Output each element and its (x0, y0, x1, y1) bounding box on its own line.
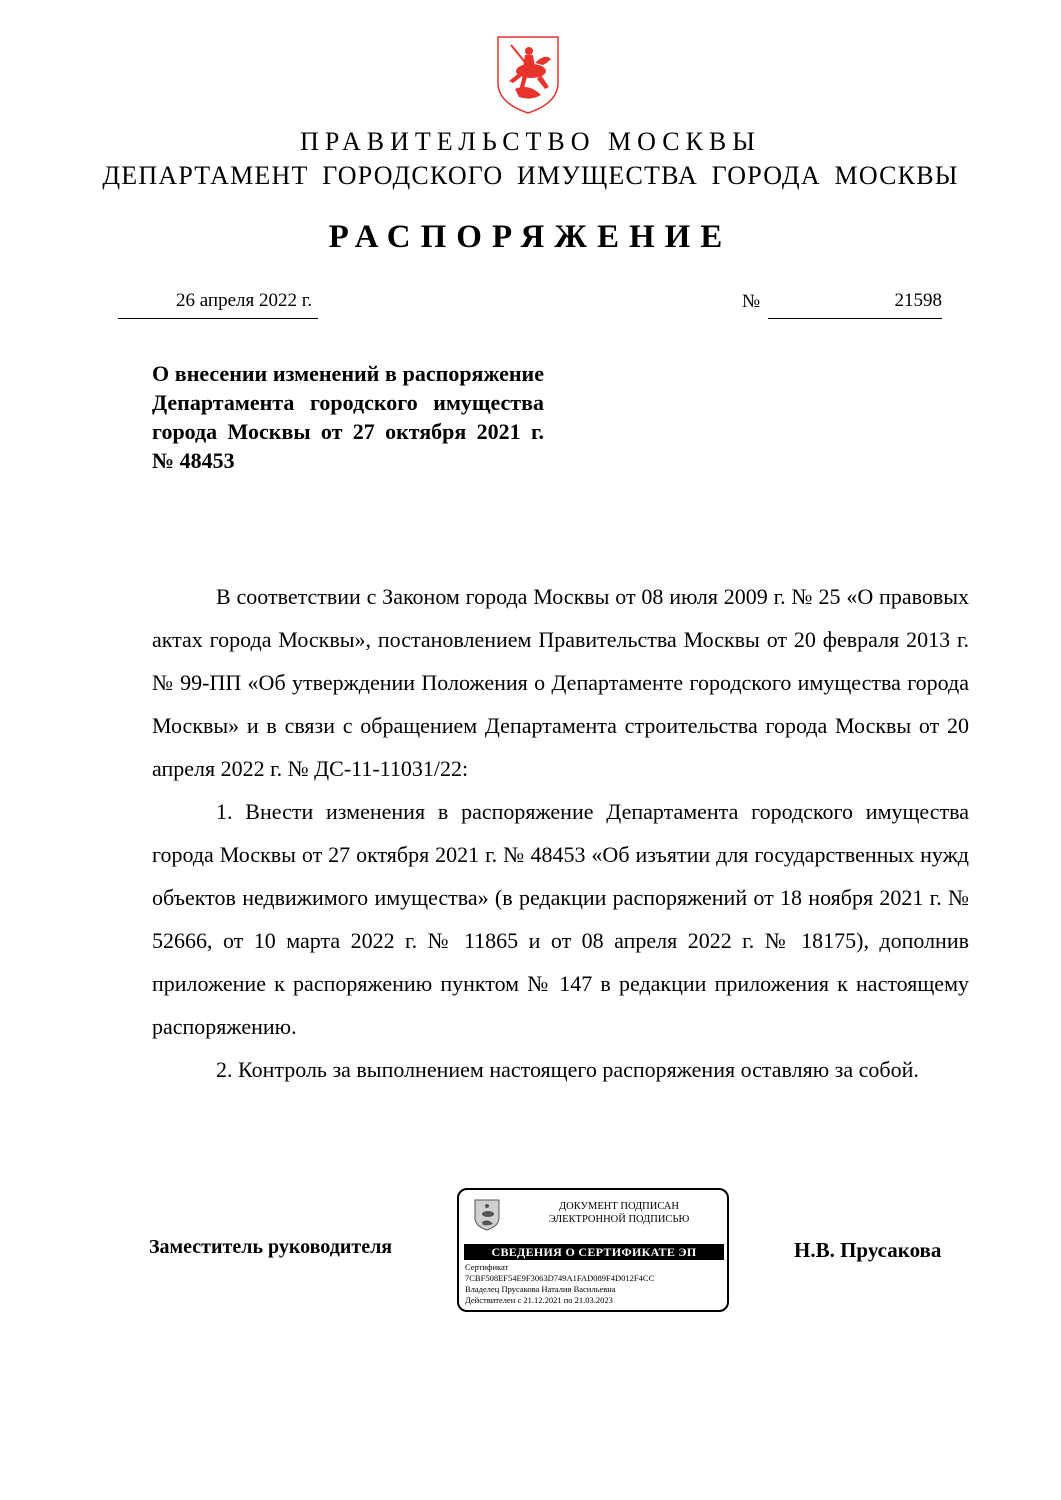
clause-2-paragraph: 2. Контроль за выполнением настоящего распоряжения оставляю за собой. (216, 1057, 919, 1082)
document-type-title: РАСПОРЯЖЕНИЕ (328, 219, 733, 255)
date-value: 26 апреля 2022 г. (176, 290, 313, 311)
stamp-heading (519, 1200, 719, 1226)
certificate-validity: Действителен с 21.12.2021 по 21.03.2023 (465, 1295, 613, 1305)
subject-line: О внесении изменений в (152, 361, 397, 386)
signer-name: Н.В. Прусакова (794, 1238, 942, 1262)
number-label: № (742, 291, 761, 312)
stamp-heading-line-1: ДОКУМЕНТ ПОДПИСАН (559, 1201, 679, 1212)
department-title: ДЕПАРТАМЕНТ ГОРОДСКОГО ИМУЩЕСТВА ГОРОДА МОСКВЫ (102, 161, 959, 190)
certificate-details (465, 1262, 654, 1306)
electronic-signature-stamp (457, 1188, 729, 1312)
subject-line: распоряжение Департамента (152, 361, 544, 415)
moscow-coat-of-arms-icon (493, 33, 563, 115)
document-subject (152, 359, 544, 475)
stamp-heading-line-2: ЭЛЕКТРОННОЙ ПОДПИСЬЮ (548, 1214, 690, 1225)
subject-line: № 48453 (152, 448, 235, 473)
clause-1-paragraph: 1. Внести изменения в распоряжение Департамента городского имущества города Москвы от 27 октября 2021 г. № 48453 «Об изъятии для государственных нужд объектов недвижимого имущества» (в редакции распоряжений от 18 ноября 2021 г. № 52666, от 10 марта 2022 г. № 11865 и от 08 апреля 2022 г. № 18175), дополнив приложение к распоряжению пунктом № 147 в редакции приложения к настоящему распоряжению. (152, 799, 969, 1039)
signer-position: Заместитель руководителя (149, 1236, 393, 1258)
subject-line: городского имущества города (152, 390, 544, 444)
moscow-coat-of-arms-icon (473, 1198, 501, 1232)
document-date (118, 290, 318, 319)
subject-line: Москвы от 27 октября 2021 г. (227, 419, 545, 444)
certificate-label: Сертификат (465, 1262, 509, 1272)
preamble-paragraph: В соответствии с Законом города Москвы от 08 июля 2009 г. № 25 «О правовых актах города Москвы», постановлением Правительства Москвы от 20 февраля 2013 г. № 99-ПП «Об утверждении Положения о Департаменте городского имущества города Москвы» и в связи с обращением Департамента строительства города Москвы от 20 апреля 2022 г. № ДС-11-11031/22: (152, 584, 969, 781)
document-number: 21598 (768, 290, 942, 319)
document-body (152, 575, 969, 1091)
certificate-id: 7CBF508EF54E9F3063D749A1FAD089F4D012F4CC (465, 1273, 655, 1283)
certificate-owner: Владелец Прусакова Наталия Васильевна (465, 1284, 616, 1294)
government-title: ПРАВИТЕЛЬСТВО МОСКВЫ (300, 127, 761, 156)
certificate-info-bar: СВЕДЕНИЯ О СЕРТИФИКАТЕ ЭП (464, 1244, 724, 1260)
